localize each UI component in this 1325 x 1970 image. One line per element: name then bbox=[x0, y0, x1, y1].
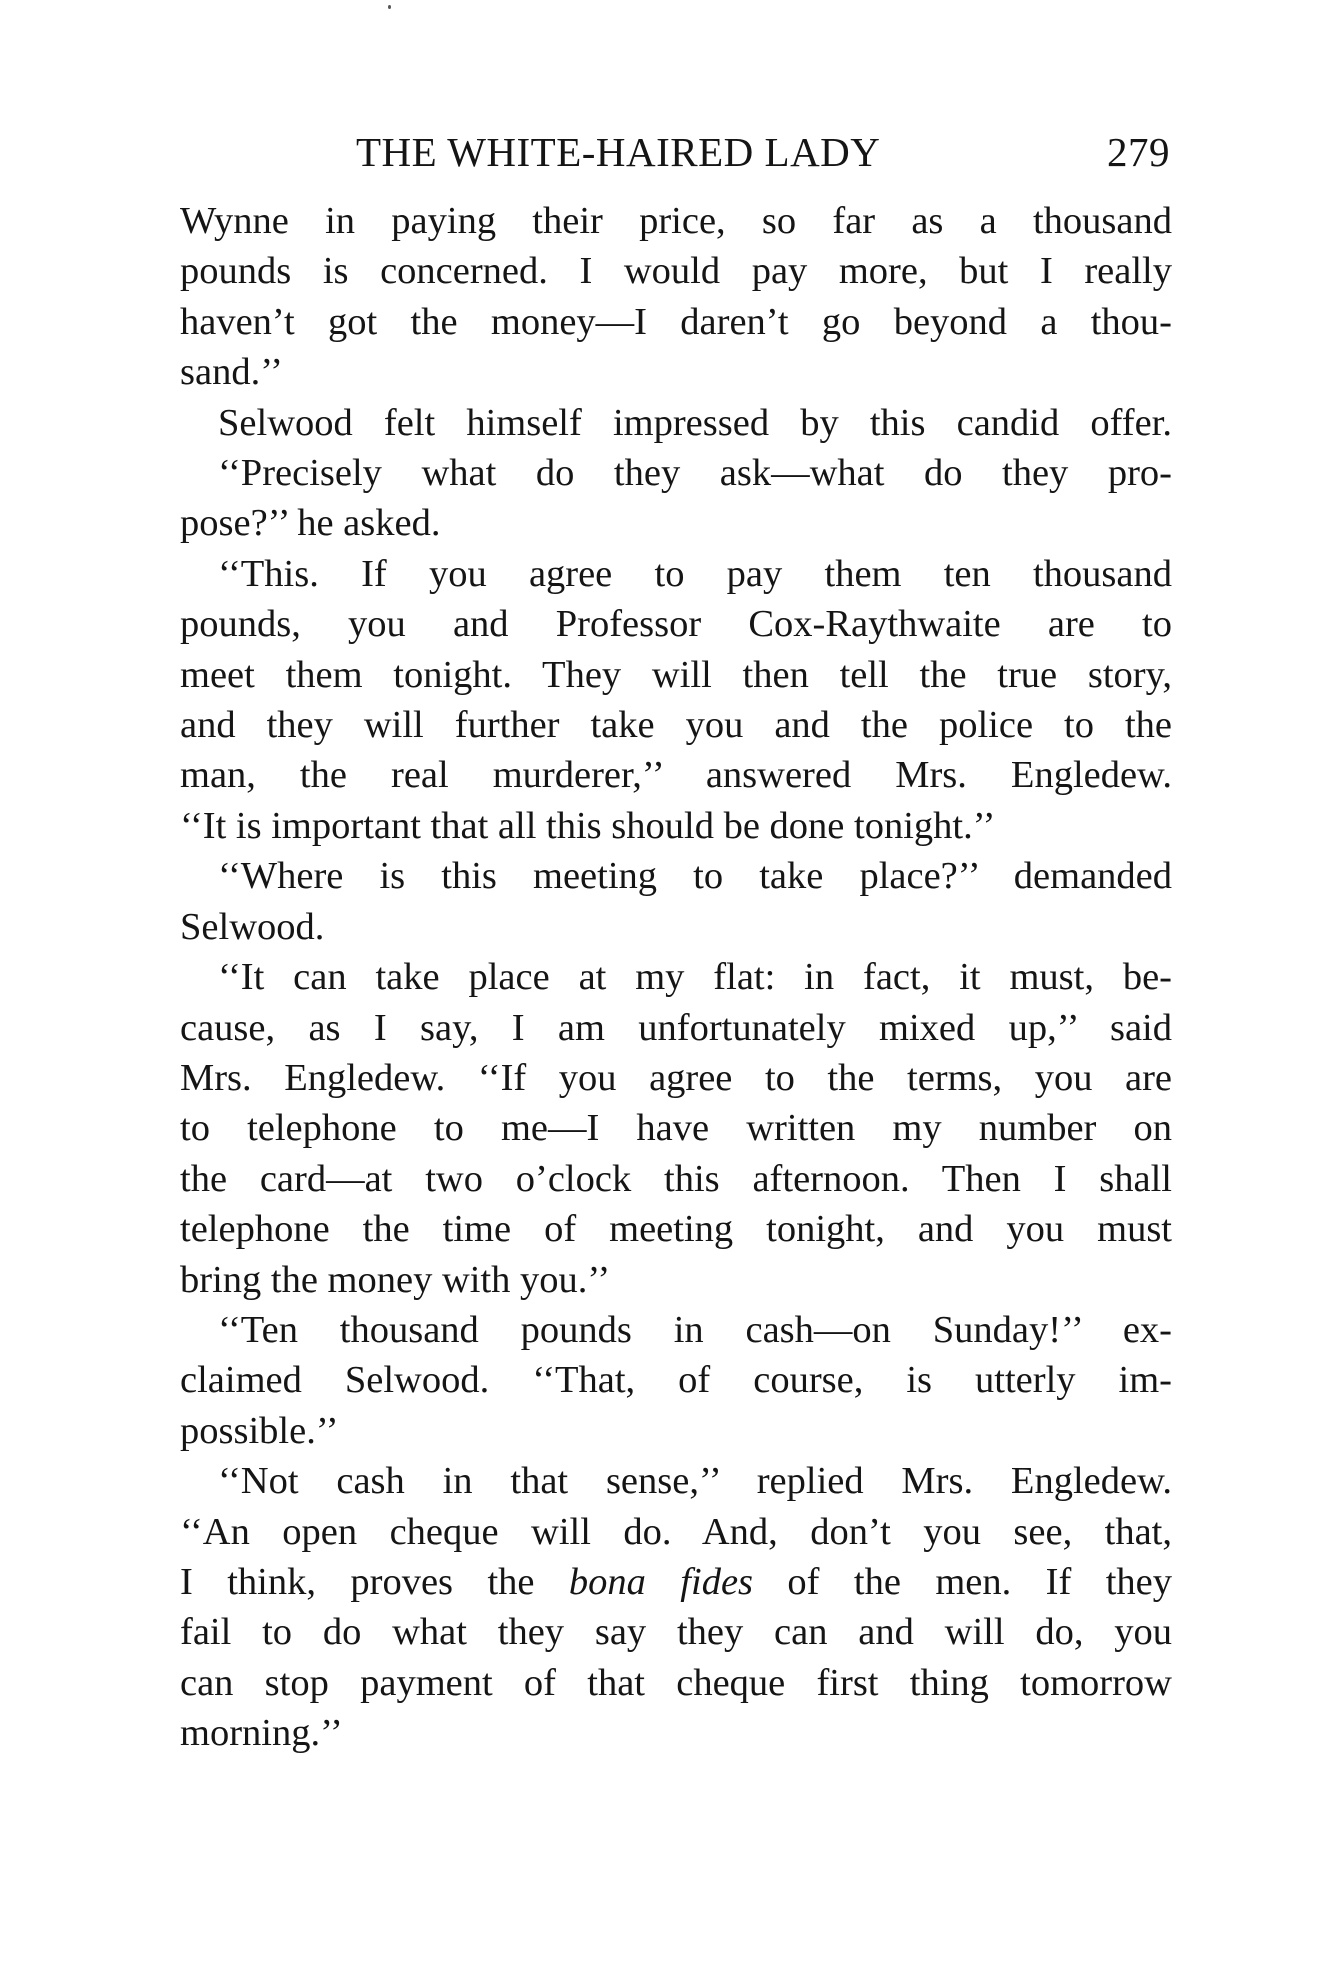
text-line: ‘‘It can take place at my flat: in fact, it must, be- bbox=[218, 956, 1172, 999]
text-line: fail to do what they say they can and will do, you bbox=[180, 1611, 1172, 1654]
paragraph bbox=[180, 1456, 1172, 1758]
text-line: meet them tonight. They will then tell the true story, bbox=[180, 653, 1172, 696]
text-fragment: I think, proves the bbox=[180, 1560, 535, 1603]
text-line: to telephone to me—I have written my number on bbox=[180, 1107, 1172, 1150]
text-line: telephone the time of meeting tonight, and you must bbox=[180, 1208, 1172, 1251]
paragraph bbox=[180, 448, 1172, 549]
text-line: Selwood felt himself impressed by this candid offer. bbox=[218, 401, 1172, 444]
text-line: morning.’’ bbox=[180, 1712, 343, 1755]
text-line: pose?’’ he asked. bbox=[180, 502, 441, 545]
text-line: Selwood. bbox=[180, 905, 325, 948]
text-line: ‘‘Where is this meeting to take place?’’ demanded bbox=[218, 855, 1172, 898]
text-line: ‘‘Ten thousand pounds in cash—on Sunday!’’ ex- bbox=[218, 1308, 1172, 1351]
text-fragment: of the men. If they bbox=[787, 1560, 1172, 1603]
text-line: cause, as I say, I am unfortunately mixed up,’’ said bbox=[180, 1006, 1172, 1049]
text-line: pounds is concerned. I would pay more, but I really bbox=[180, 250, 1172, 293]
text-line: ‘‘An open cheque will do. And, don’t you see, that, bbox=[180, 1510, 1172, 1553]
text-line: Mrs. Engledew. ‘‘If you agree to the terms, you are bbox=[180, 1056, 1172, 1099]
page-number: 279 bbox=[1107, 129, 1170, 175]
paragraph bbox=[180, 851, 1172, 952]
text-line: bring the money with you.’’ bbox=[180, 1258, 611, 1301]
text-line: Wynne in paying their price, so far as a thousand bbox=[180, 200, 1172, 242]
running-title: THE WHITE-HAIRED LADY bbox=[356, 129, 881, 175]
text-line: ‘‘It is important that all this should be done tonight.’’ bbox=[180, 804, 996, 847]
text-line: pounds, you and Professor Cox-Raythwaite are to bbox=[180, 603, 1172, 646]
text-line: claimed Selwood. ‘‘That, of course, is utterly im- bbox=[180, 1359, 1172, 1402]
paragraph bbox=[180, 549, 1172, 851]
page-header bbox=[180, 128, 1180, 178]
italic-phrase: bona fides bbox=[568, 1560, 754, 1603]
paragraph bbox=[180, 1305, 1172, 1456]
ink-speck bbox=[388, 5, 391, 9]
text-line: ‘‘Not cash in that sense,’’ replied Mrs. Engledew. bbox=[218, 1460, 1172, 1503]
text-line: haven’t got the money—I daren’t go beyond a thou- bbox=[180, 300, 1172, 343]
text-line: ‘‘This. If you agree to pay them ten thousand bbox=[218, 552, 1172, 595]
text-line: possible.’’ bbox=[180, 1409, 339, 1452]
text-line bbox=[180, 1557, 1172, 1607]
text-line: the card—at two o’clock this afternoon. Then I shall bbox=[180, 1157, 1172, 1200]
body-text bbox=[180, 196, 1172, 1759]
text-line: man, the real murderer,’’ answered Mrs. Engledew. bbox=[180, 754, 1172, 797]
paragraph bbox=[180, 952, 1172, 1305]
paragraph bbox=[180, 398, 1172, 448]
text-line: sand.’’ bbox=[180, 351, 283, 394]
text-line: and they will further take you and the police to the bbox=[180, 704, 1172, 747]
paragraph bbox=[180, 196, 1172, 398]
text-line: can stop payment of that cheque first thing tomorrow bbox=[180, 1661, 1172, 1704]
text-line: ‘‘Precisely what do they ask—what do they pro- bbox=[218, 452, 1172, 495]
